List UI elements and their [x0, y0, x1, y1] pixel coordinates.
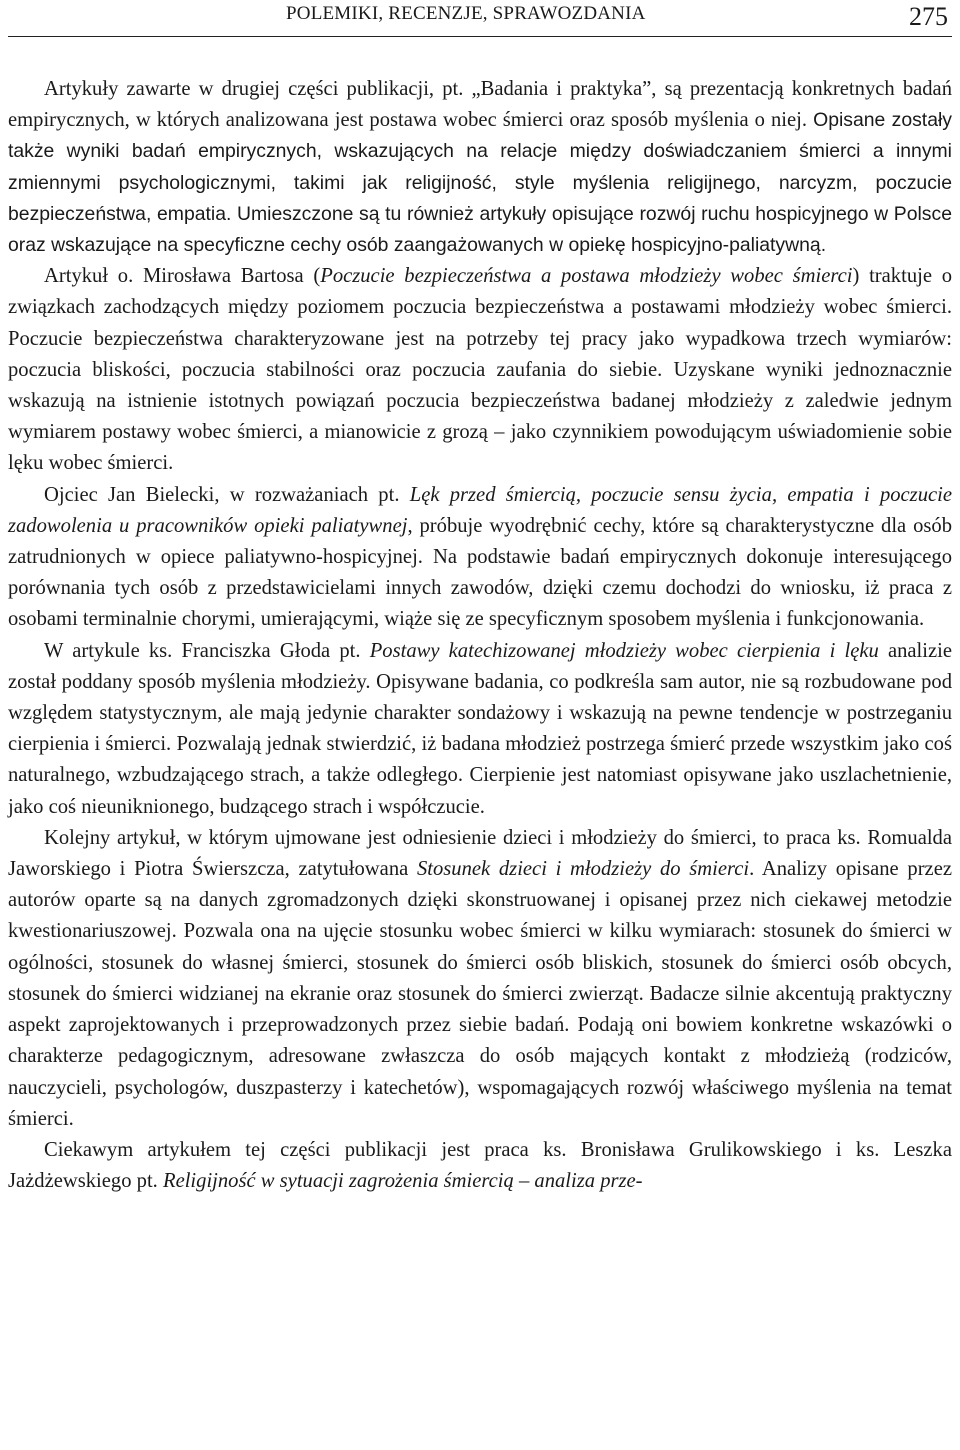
paragraph-1-text-b: Opisane zostały także wyniki badań empirycznych, wskazujących na relacje między doświadczaniem śmierci a innymi zmiennymi psychologicznymi, takimi jak religijność, style myślenia religijnego, narcyzm, poczucie bezpieczeństwa, empatia. Umieszczone są tu również artykuły opisujące rozwój ruchu hospicyjnego w Polsce oraz wskazujące na specyficzne cechy osób zaangażowanych w opiekę hospicyjno-paliatywną.: [8, 109, 952, 257]
paragraph-4-text-a: W artykule ks. Franciszka Głoda pt.: [44, 639, 370, 662]
paragraph-6-text-a: Ciekawym artykułem tej części publikacji jest praca ks. Bronisława Grulikowskiego i ks. Leszka Jażdżewskiego pt.: [8, 1138, 952, 1193]
paragraph-5-text-a: Kolejny artykuł, w którym ujmowane jest odniesienie dzieci i młodzieży do śmierci, to praca ks. Romualda Jaworskiego i Piotra Świerszcza, zatytułowana: [8, 826, 952, 881]
body-text: [8, 74, 952, 1197]
paragraph-3-text-a: Ojciec Jan Bielecki, w rozważaniach pt.: [44, 483, 410, 506]
paragraph-3-text-b: , próbuje wyodrębnić cechy, które są charakterystyczne dla osób zatrudnionych w opiece paliatywno-hospicyjnej. Na podstawie badań empirycznych dokonuje interesującego porównania tych osób z przedstawicielami innych zawodów, dzięki czemu dochodzi do wniosku, iż praca z osobami terminalnie chorymi, umierającymi, wiąże się ze specyficznym sposobem myślenia i funkcjonowania.: [8, 514, 952, 631]
paragraph-2-text-b: ) traktuje o związkach zachodzących między poziomem poczucia bezpieczeństwa a postawami młodzieży wobec śmierci. Poczucie bezpieczeństwa charakteryzowane jest na potrzeby tej pracy jako wypadkowa trzech wymiarów: poczucia bliskości, poczucia stabilności oraz poczucia zaufania do siebie. Uzyskane wyniki jednoznacznie wskazują na istnienie istotnych powiązań poczucia bezpieczeństwa badanej młodzieży z zaledwie jednym wymiarem postawy wobec śmierci, a mianowicie z grozą – jako czynnikiem powodującym uświadomienie sobie lęku wobec śmierci.: [8, 265, 952, 475]
paragraph-3: [8, 480, 952, 636]
paragraph-1: [8, 74, 952, 261]
paragraph-5-text-b: . Analizy opisane przez autorów oparte są na danych zgromadzonych dzięki skonstruowanej i opisanej przez nich ciekawej metodzie kwestionariuszowej. Pozwala ona na ujęcie stosunku wobec śmierci w kilku wymiarach: stosunek do śmierci w ogólności, stosunek do własnej śmierci, stosunek do śmierci osób bliskich, stosunek do śmierci osób obcych, stosunek do śmierci widzianej na ekranie oraz stosunek do śmierci zwierząt. Badacze silnie akcentują praktyczny aspekt zaprojektowanych i przeprowadzonych przez siebie badań. Podają oni bowiem konkretne wskazówki o charakterze pedagogicznym, adresowane zwłaszcza do osób mających kontakt z młodzieżą (rodziców, nauczycieli, psychologów, duszpasterzy i katechetów), wspomagających rozwój właściwego myślenia na temat śmierci.: [8, 858, 952, 1130]
paragraph-2-title: Poczucie bezpieczeństwa a postawa młodzieży wobec śmierci: [320, 265, 853, 288]
paragraph-2-text-a: Artykuł o. Mirosława Bartosa (: [44, 265, 321, 288]
paragraph-6-title: Religijność w sytuacji zagrożenia śmiercią – analiza prze-: [162, 1170, 643, 1193]
header-rule: [8, 36, 952, 37]
paragraph-2: [8, 261, 952, 479]
paragraph-5: [8, 823, 952, 1135]
paragraph-3-title: Lęk przed śmiercią, poczucie sensu życia, empatia i poczucie zadowolenia u pracowników opieki paliatywnej: [8, 483, 952, 537]
paragraph-6: [8, 1135, 952, 1197]
paragraph-1-text-a: Artykuły zawarte w drugiej części publikacji, pt. „Badania i praktyka”, są prezentacją konkretnych badań empirycznych, w których analizowana jest postawa wobec śmierci oraz sposób myślenia o niej.: [8, 78, 952, 132]
page-header: [0, 0, 960, 40]
paragraph-4-title: Postawy katechizowanej młodzieży wobec cierpienia i lęku: [369, 639, 879, 662]
paragraph-5-title: Stosunek dzieci i młodzieży do śmierci: [416, 858, 750, 881]
paragraph-4-text-b: analizie został poddany sposób myślenia młodzieży. Opisywane badania, co podkreśla sam autor, nie są rozbudowane pod względem statystycznym, ale mają jedynie charakter sondażowy i wskazują na pewne tendencje w postrzeganiu cierpienia i śmierci. Pozwalają jednak stwierdzić, iż badana młodzież postrzega śmierć przede wszystkim jako coś naturalnego, wzbudzającego strach, a także odległego. Cierpienie jest natomiast opisywane jako uszlachetnienie, jako coś nieuniknionego, budzącego strach i współczucie.: [8, 639, 952, 818]
paragraph-4: [8, 636, 952, 823]
page-number: 275: [909, 2, 948, 31]
running-head: POLEMIKI, RECENZJE, SPRAWOZDANIA: [286, 3, 646, 24]
